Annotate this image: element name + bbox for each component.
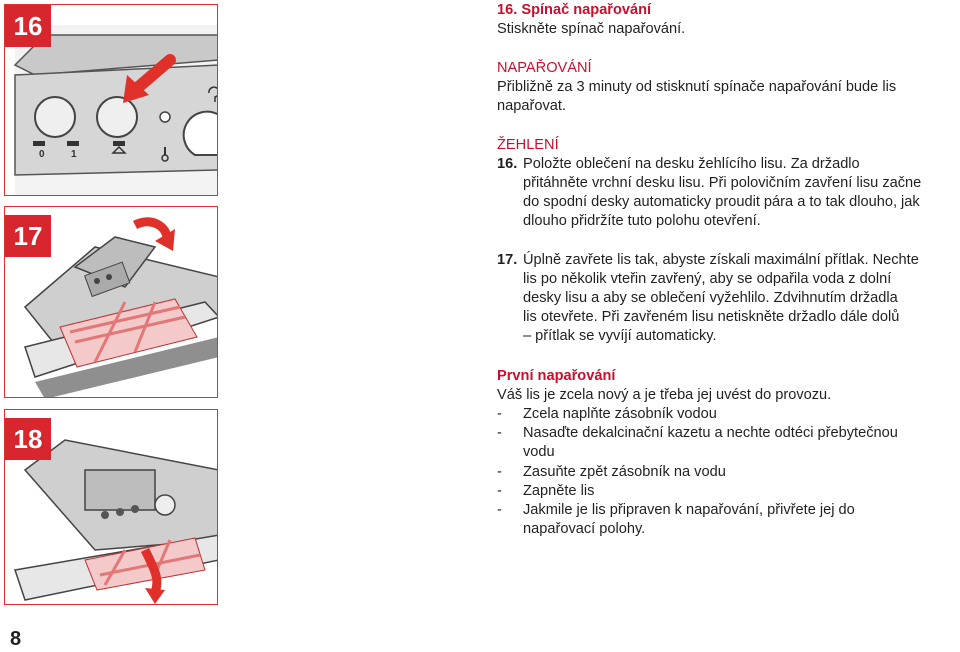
list-dash: - xyxy=(497,464,502,480)
steaming-line-1: Přibližně za 3 minuty od stisknutí spínače napařování bude lis xyxy=(497,79,897,95)
ironing-step-17-number: 17. xyxy=(497,252,518,268)
illustration-panel-16 xyxy=(4,4,218,196)
list-dash: - xyxy=(497,502,502,518)
page-number: 8 xyxy=(10,628,22,650)
list-item-2-line-1: Nasaďte dekalcinační kazetu a nechte odtéci přebytečnou xyxy=(523,425,898,441)
step-badge-18: 18 xyxy=(5,418,51,460)
ironing-step-17-line-1: Úplně zavřete lis tak, abyste získali maximální přítlak. Nechte xyxy=(523,252,919,268)
ironing-step-16-line-3: do spodní desky automaticky proudit pára a to tak dlouho, jak xyxy=(523,194,920,210)
ironing-step-16-line-2: přitáhněte vrchní desku lisu. Při polovičním zavření lisu začne xyxy=(523,175,922,191)
steaming-title: NAPAŘOVÁNÍ xyxy=(497,60,592,76)
list-item-5-line-2: napařovací polohy. xyxy=(523,521,646,537)
list-dash: - xyxy=(497,483,502,499)
list-item-4-line-1: Zapněte lis xyxy=(523,483,595,499)
ironing-step-16-line-4: dlouho přidržíte tuto polohu otevření. xyxy=(523,213,761,229)
illustration-panel-18 xyxy=(4,409,218,605)
illustration-panel-17 xyxy=(4,206,218,398)
ironing-title: ŽEHLENÍ xyxy=(497,137,559,153)
button-label-0: 0 xyxy=(39,149,45,160)
section-16-title: 16. Spínač napařování xyxy=(497,2,652,18)
steaming-line-2: napařovat. xyxy=(497,98,566,114)
list-item-3-line-1: Zasuňte zpět zásobník na vodu xyxy=(523,464,726,480)
list-item-1-line-1: Zcela naplňte zásobník vodou xyxy=(523,406,717,422)
ironing-step-17-line-2: lis po několik vteřin zavřený, aby se odpařila voda z dolní xyxy=(523,271,892,287)
list-item-2-line-2: vodu xyxy=(523,444,555,460)
first-steaming-intro: Váš lis je zcela nový a je třeba jej uvést do provozu. xyxy=(497,387,832,403)
list-dash: - xyxy=(497,425,502,441)
button-label-1: 1 xyxy=(71,149,77,160)
step-badge-16: 16 xyxy=(5,5,51,47)
ironing-step-16-line-1: Položte oblečení na desku žehlícího lisu. Za držadlo xyxy=(523,156,860,172)
ironing-step-16-number: 16. xyxy=(497,156,518,172)
list-item-5-line-1: Jakmile je lis připraven k napařování, přivřete jej do xyxy=(523,502,855,518)
first-steaming-title: První napařování xyxy=(497,368,616,384)
ironing-step-17-line-4: lis otevřete. Při zavřeném lisu netiskněte držadlo dále dolů xyxy=(523,309,900,325)
ironing-step-17-line-5: – přítlak se vyvíjí automaticky. xyxy=(523,328,717,344)
section-16-text: Stiskněte spínač napařování. xyxy=(497,21,686,37)
ironing-step-17-line-3: desky lisu a aby se oblečení vyžehlilo. Zdvihnutím držadla xyxy=(523,290,898,306)
step-badge-17: 17 xyxy=(5,215,51,257)
list-dash: - xyxy=(497,406,502,422)
